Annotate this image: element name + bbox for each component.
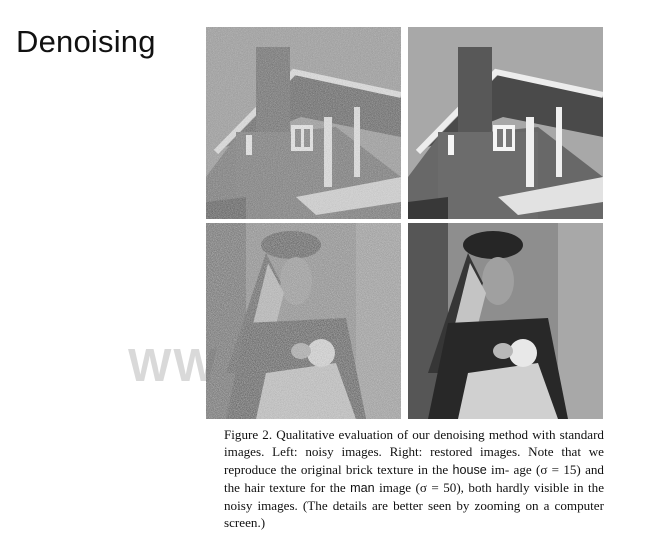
caption-line-4a: age (σ = 15) and the hair texture for the	[224, 461, 604, 495]
man-noisy-drawing	[206, 223, 401, 419]
caption-line-3a: Note that we reproduce the original brick texture in the	[224, 444, 604, 477]
caption-line-6: by zooming on a computer screen.)	[224, 498, 604, 531]
caption-man-term: man	[350, 480, 375, 495]
caption-line-1: Figure 2. Qualitative evaluation of our denoising method with	[224, 427, 556, 442]
man-restored-drawing	[408, 223, 603, 419]
house-restored-drawing	[408, 27, 603, 219]
caption-line-3c: im-	[486, 461, 510, 477]
man-restored-image	[408, 223, 603, 419]
house-restored-image	[408, 27, 603, 219]
caption-line-5: both hardly visible in the noisy images. (The details are better seen	[224, 479, 605, 514]
caption-line-4c: image (σ = 50),	[374, 479, 464, 495]
caption-house-term: house	[452, 462, 487, 477]
caption-line-2: standard images. Left: noisy images. Right: restored images.	[224, 427, 604, 460]
figure-image-grid	[206, 27, 603, 419]
watermark: WW	[128, 339, 219, 391]
man-noisy-image	[206, 223, 401, 419]
house-noisy-image	[206, 27, 401, 219]
figure-caption	[224, 426, 604, 532]
slide-title: Denoising	[16, 24, 156, 59]
house-noisy-drawing	[206, 27, 401, 219]
